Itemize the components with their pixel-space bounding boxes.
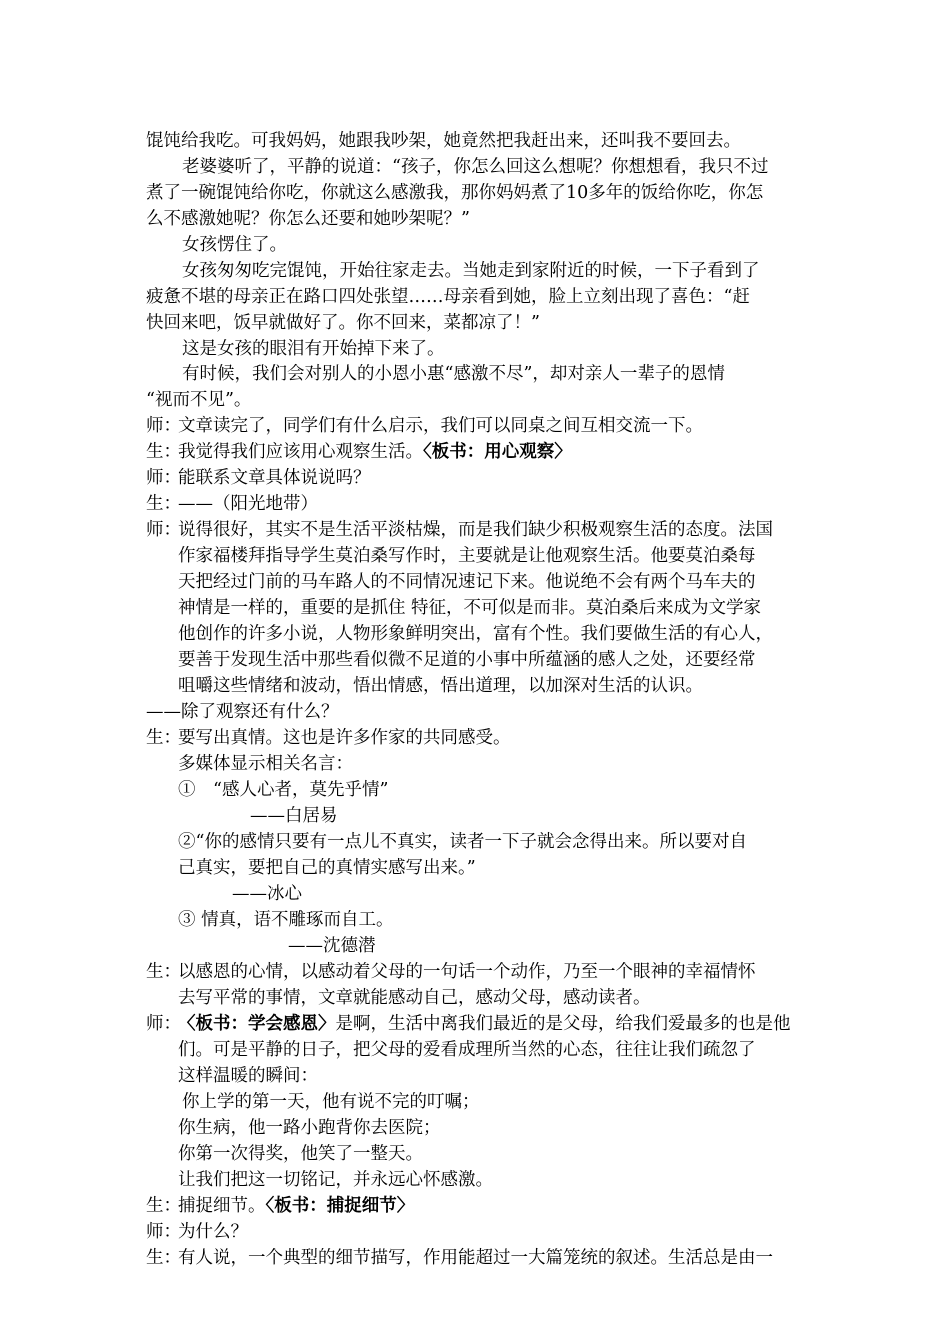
blackboard-note: 〈板书：学会感恩〉 <box>178 1014 336 1034</box>
teacher-line: 师：说得很好，其实不是生活平淡枯燥，而是我们缺少积极观察生活的态度。法国 <box>146 517 773 543</box>
student-line: 生：我觉得我们应该用心观察生活。〈板书：用心观察〉 <box>146 439 572 465</box>
speaker-label: 生： <box>146 442 181 462</box>
text-line: 作家福楼拜指导学生莫泊桑写作时，主要就是让他观察生活。他要莫泊桑每 <box>178 546 756 566</box>
teacher-line: 师：能联系文章具体说说吗？ <box>146 465 371 491</box>
speaker-label: 生： <box>146 728 181 748</box>
text-line: 这样温暖的瞬间： <box>178 1066 318 1086</box>
quote-line: ③ 情真，语不雕琢而自工。 <box>178 910 394 930</box>
teacher-line: 师：文章读完了，同学们有什么启示，我们可以同桌之间互相交流一下。 <box>146 413 703 439</box>
quote-author: ——白居易 <box>250 806 338 826</box>
text-line: 有时候，我们会对别人的小恩小惠“感激不尽”，却对亲人一辈子的恩情 <box>182 364 725 384</box>
speaker-label: 生： <box>146 494 181 514</box>
text-line: 女孩匆匆吃完馄饨，开始往家走去。当她走到家附近的时候，一下子看到了 <box>182 261 760 281</box>
speaker-label: 生： <box>146 962 181 982</box>
quote-author: ——冰心 <box>232 884 302 904</box>
text-line: 煮了一碗馄饨给你吃，你就这么感激我，那你妈妈煮了10多年的饭给你吃，你怎 <box>146 183 764 203</box>
blackboard-note: 〈板书：捕捉细节〉 <box>265 1196 415 1216</box>
text-line: 么不感激她呢？你怎么还要和她吵架呢？” <box>146 209 470 229</box>
text-line: 去写平常的事情，文章就能感动自己，感动父母，感动读者。 <box>178 988 651 1008</box>
quote-line: 己真实，要把自己的真情实感写出来。” <box>178 858 476 878</box>
text-line: 你第一次得奖，他笑了一整天。 <box>178 1144 423 1164</box>
text-line: ——除了观察还有什么？ <box>146 702 339 722</box>
speaker-label: 师： <box>146 468 181 488</box>
text-line: 天把经过门前的马车路人的不同情况速记下来。他说绝不会有两个马车夫的 <box>178 572 756 592</box>
text-line: 疲惫不堪的母亲正在路口四处张望……母亲看到她，脸上立刻出现了喜色：“赶 <box>146 287 750 307</box>
text-line: 让我们把这一切铭记，并永远心怀感激。 <box>178 1170 493 1190</box>
speaker-label: 师： <box>146 520 181 540</box>
text-line: 多媒体显示相关名言： <box>178 754 353 774</box>
teacher-line: 师：〈板书：学会感恩〉是啊，生活中离我们最近的是父母，给我们爱最多的也是他 <box>146 1011 791 1037</box>
quote-line: ②“你的感情只要有一点儿不真实，读者一下子就会念得出来。所以要对自 <box>178 832 747 852</box>
text-line: 们。可是平静的日子，把父母的爱看成理所当然的心态，往往让我们疏忽了 <box>178 1040 756 1060</box>
quote-line: ① “感人心者，莫先乎情” <box>178 780 389 800</box>
text-line: 他创作的许多小说，人物形象鲜明突出，富有个性。我们要做生活的有心人， <box>178 624 773 644</box>
text-line: “视而不见”。 <box>146 390 252 410</box>
speaker-label: 师： <box>146 1222 181 1242</box>
speaker-label: 师： <box>146 416 181 436</box>
text-line: 你生病，他一路小跑背你去医院； <box>178 1118 441 1138</box>
student-line: 生：捕捉细节。〈板书：捕捉细节〉 <box>146 1193 414 1219</box>
student-line: 生：以感恩的心情，以感动着父母的一句话一个动作，乃至一个眼神的幸福情怀 <box>146 959 756 985</box>
text-line: 神情是一样的，重要的是抓住 特征，不可似是而非。莫泊桑后来成为文学家 <box>178 598 762 618</box>
speaker-label: 师： <box>146 1014 181 1034</box>
speaker-label: 生： <box>146 1196 181 1216</box>
student-line: 生：有人说，一个典型的细节描写，作用能超过一大篇笼统的叙述。生活总是由一 <box>146 1245 773 1271</box>
quote-author: ——沈德潜 <box>288 936 376 956</box>
text-line: 你上学的第一天，他有说不完的叮嘱； <box>182 1092 480 1112</box>
student-line: 生：要写出真情。这也是许多作家的共同感受。 <box>146 725 511 751</box>
text-line: 老婆婆听了，平静的说道：“孩子，你怎么回这么想呢？你想想看，我只不过 <box>182 157 769 177</box>
student-line: 生：——（阳光地带） <box>146 491 318 517</box>
teacher-line: 师：为什么？ <box>146 1219 248 1245</box>
speaker-label: 生： <box>146 1248 181 1268</box>
blackboard-note: 〈板书：用心观察〉 <box>423 442 572 462</box>
text-line: 这是女孩的眼泪有开始掉下来了。 <box>182 339 445 359</box>
text-line: 咀嚼这些情绪和波动，悟出情感，悟出道理，以加深对生活的认识。 <box>178 676 703 696</box>
text-line: 要善于发现生活中那些看似微不足道的小事中所蕴涵的感人之处，还要经常 <box>178 650 756 670</box>
text-line: 馄饨给我吃。可我妈妈，她跟我吵架，她竟然把我赶出来，还叫我不要回去。 <box>146 131 741 151</box>
text-line: 快回来吧，饭早就做好了。你不回来，菜都凉了！” <box>146 313 540 333</box>
text-line: 女孩愣住了。 <box>182 235 287 255</box>
